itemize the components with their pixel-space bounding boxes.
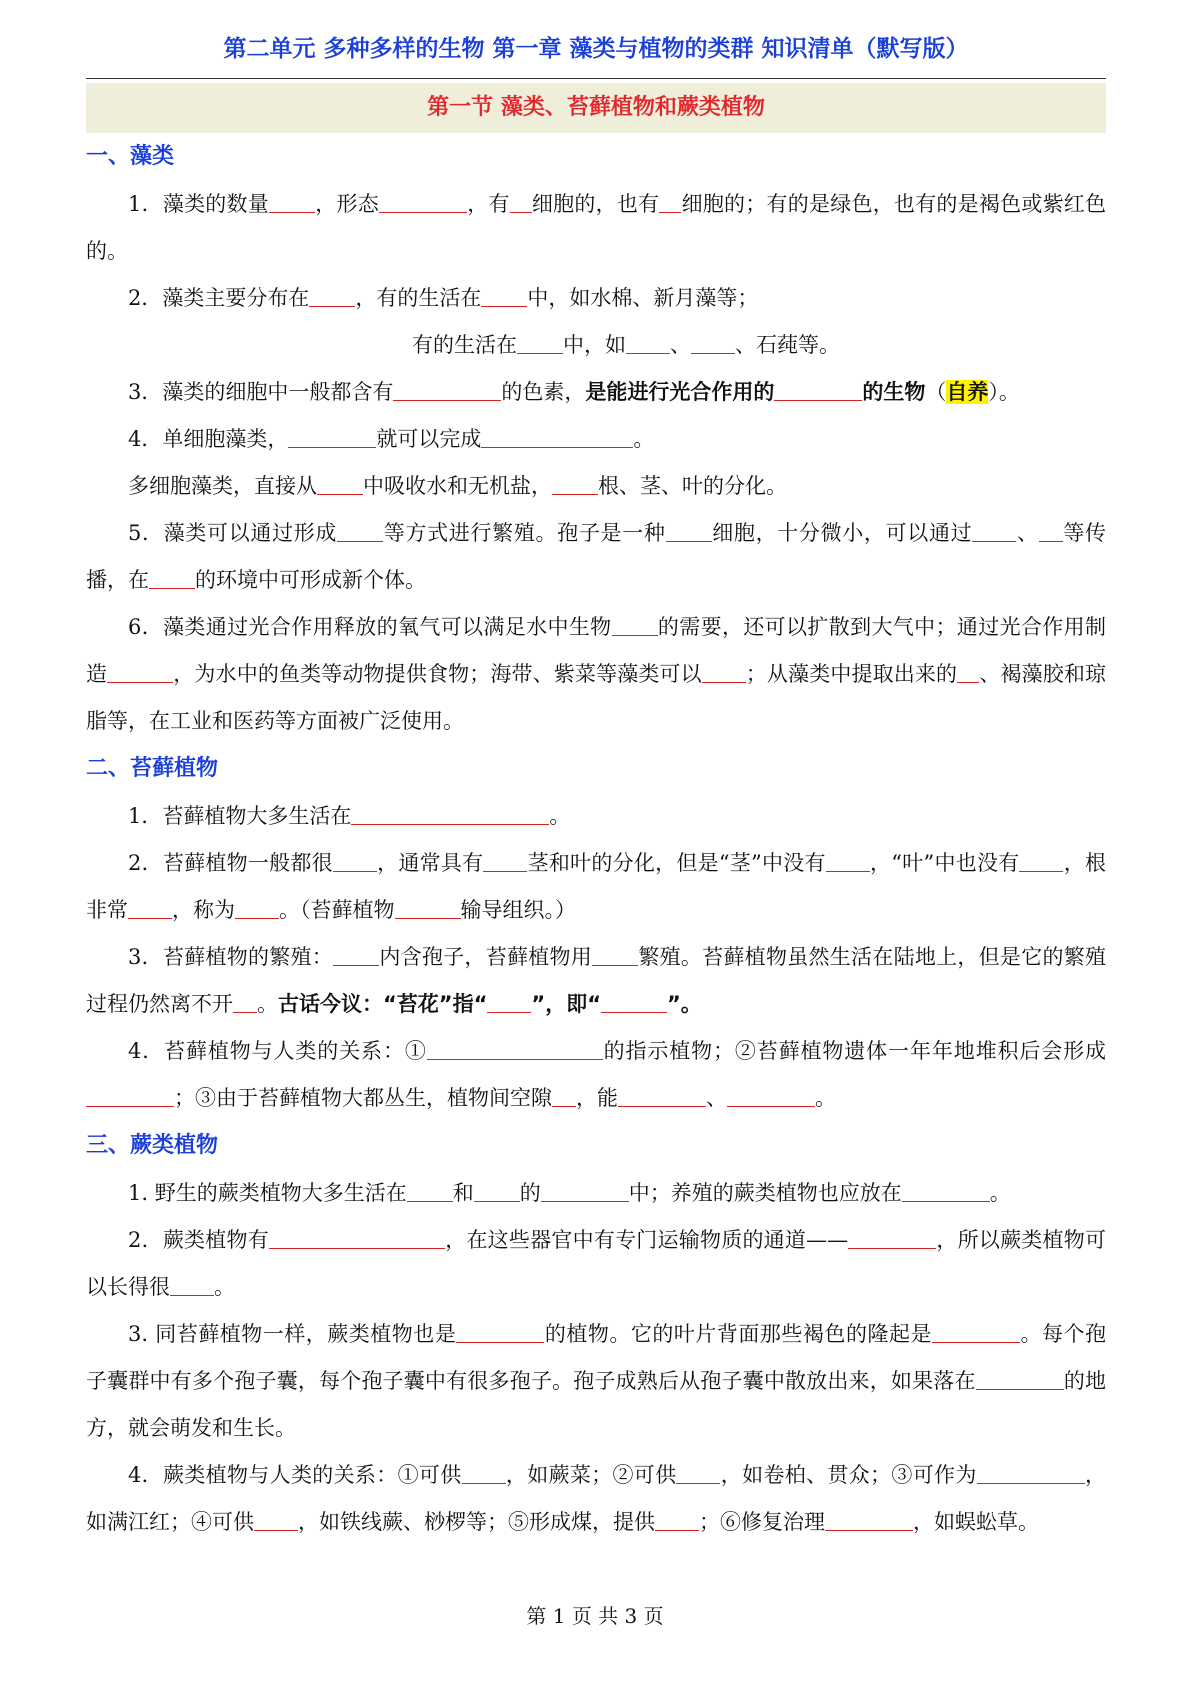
moss-item-1: 1．苔藓植物大多生活在 。 <box>128 804 571 828</box>
heading-moss: 二、苔藓植物 <box>86 756 219 781</box>
algae-item-1: 1．藻类的数量 ，形态 ，有 细胞的，也有 细胞的；有的是绿色，也有的是褐色或紫红色的。 <box>86 192 1107 263</box>
section-title: 第一节 藻类、苔藓植物和蕨类植物 <box>86 83 1106 133</box>
moss-item-4: 4．苔藓植物与人类的关系：① 的指示植物；②苔藓植物遗体一年年地堆积后会形成；③由于苔藓植物大都丛生，植物间空隙 ，能 、 。 <box>86 1028 1106 1122</box>
title-divider <box>86 78 1106 79</box>
fern-item-3: 3. 同苔藓植物一样，蕨类植物也是 的植物。它的叶片背面那些褐色的隆起是 。每个孢子囊群中有多个孢子囊，每个孢子囊中有很多孢子。孢子成熟后从孢子囊中散放出来，如果落在 的地方，就会萌发和生长。 <box>86 1322 1107 1440</box>
algae-item-3: 3．藻类的细胞中一般都含有 的色素，是能进行光合作用的 的生物（自养）。 <box>128 380 1020 404</box>
algae-item-2-line-1: 2．藻类主要分布在 ，有的生活在 中，如水棉、新月藻等； <box>128 286 759 310</box>
moss-item-2: 2．苔藓植物一般都很 ，通常具有 茎和叶的分化，但是“茎”中没有 ，“叶”中也没有 ，根非常 ，称为 。（苔藓植物 输导组织。） <box>86 851 1106 922</box>
document-title: 第二单元 多种多样的生物 第一章 藻类与植物的类群 知识清单（默写版） <box>223 36 969 62</box>
page-footer: 第 1 页 共 3 页 <box>526 1604 664 1628</box>
heading-algae: 一、藻类 <box>86 144 175 169</box>
algae-item-4-line-1: 4．单细胞藻类， 就可以完成 。 <box>128 427 655 451</box>
algae-item-2-line-2: 有的生活在 中，如 、 、石莼等。 <box>412 333 840 357</box>
fern-item-1: 1. 野生的蕨类植物大多生活在 和 的 中；养殖的蕨类植物也应放在 。 <box>128 1181 1011 1205</box>
highlight-answer: 自养 <box>946 380 989 404</box>
algae-item-6: 6．藻类通过光合作用释放的氧气可以满足水中生物 的需要，还可以扩散到大气中；通过光合作用制造 ，为水中的鱼类等动物提供食物；海带、紫菜等藻类可以 ；从藻类中提取出来的 、褐藻胶和琼脂等，在工业和医药等方面被广泛使用。 <box>86 615 1107 733</box>
algae-item-4-line-2: 多细胞藻类，直接从 中吸收水和无机盐， 根、茎、叶的分化。 <box>128 474 787 498</box>
moss-item-3: 3．苔藓植物的繁殖： 内含孢子，苔藓植物用 繁殖。苔藓植物虽然生活在陆地上，但是它的繁殖过程仍然离不开 。古话今议：“苔花”指“ ”，即“ ”。 <box>86 945 1107 1016</box>
heading-fern: 三、蕨类植物 <box>86 1133 219 1158</box>
fern-item-4: 4．蕨类植物与人类的关系：①可供 ，如蕨菜；②可供 ，如卷柏、贯众；③可作为 ，如满江红；④可供 ，如铁线蕨、桫椤等；⑤形成煤，提供 ；⑥修复治理 ，如蜈蚣草。 <box>86 1463 1107 1534</box>
fern-item-2: 2．蕨类植物有 ，在这些器官中有专门运输物质的通道—— ，所以蕨类植物可以长得很 。 <box>86 1228 1107 1299</box>
algae-item-5: 5．藻类可以通过形成 等方式进行繁殖。孢子是一种 细胞，十分微小，可以通过 、 等传播，在 的环境中可形成新个体。 <box>86 521 1107 592</box>
document-page <box>86 30 1106 1546</box>
